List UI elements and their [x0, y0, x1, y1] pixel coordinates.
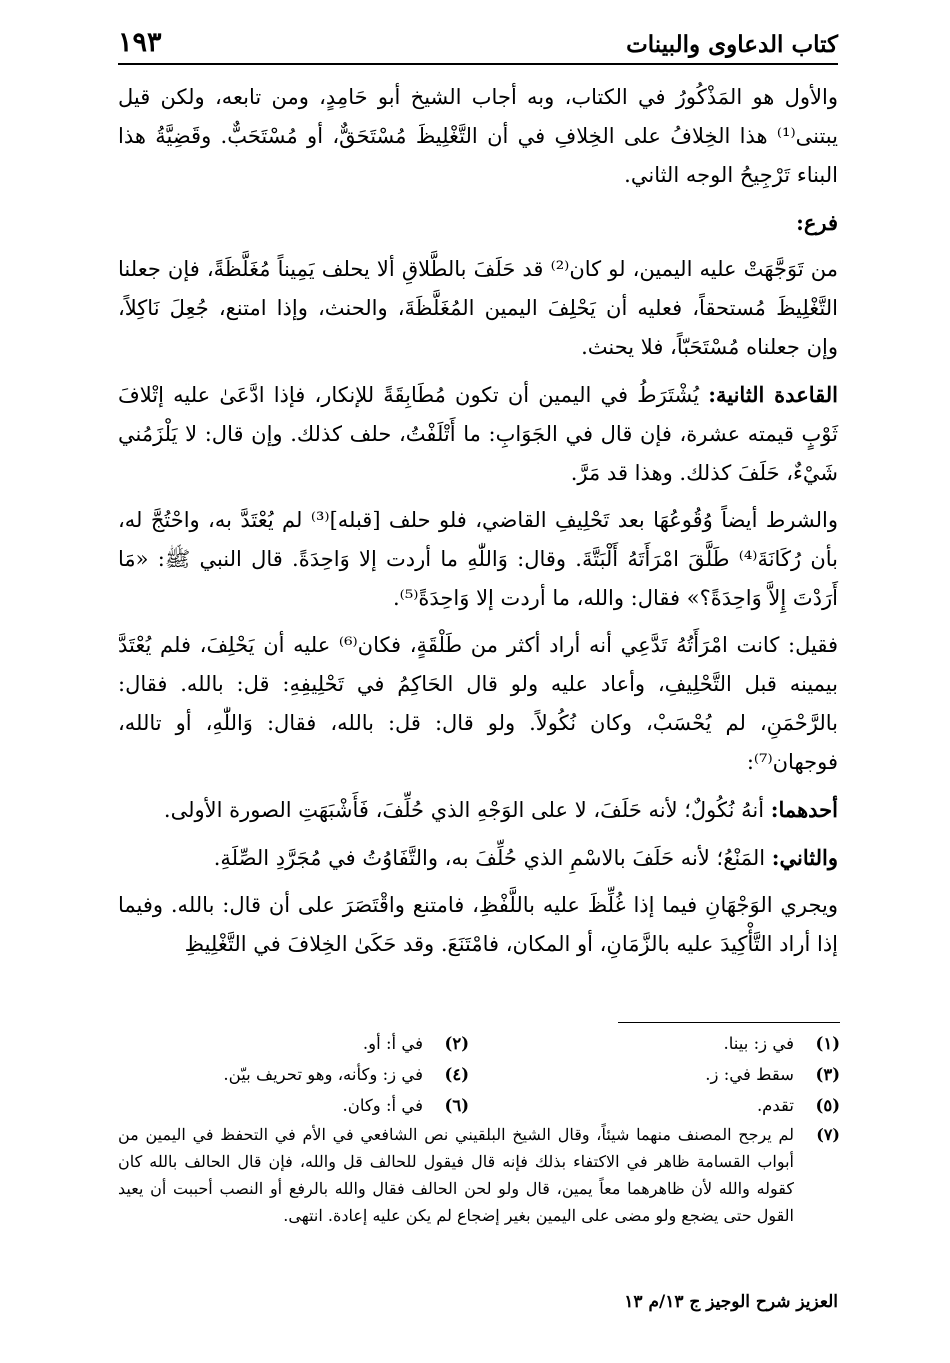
paragraph [118, 790, 838, 830]
paragraph: والشرط أيضاً وُقُوعُهَا بعد تَحْلِيفِ القاضي، فلو حلف [قبله]⁽³⁾ لم يُعْتَدَّ به، واحْتُجَّ له، بأن رُكَانَةَ⁽⁴⁾ طَلَّقَ امْرَأَتَهُ أَلْبَتَّةَ. وقال: وَاللّٰهِ ما أردت إلا وَاحِدَةً. قال النبي ﷺ: «مَا أَرَدْتَ إِلاَّ وَاحِدَةً؟» فقال: والله، ما أردت إلا وَاحِدَةً⁽⁵⁾. [118, 508, 838, 610]
footnote [489, 1028, 840, 1059]
footnote-number: (٥) [815, 1096, 840, 1115]
footnote [118, 1059, 469, 1090]
footnote-text: تقدم. [756, 1096, 794, 1115]
option-label: أحدهما: [770, 797, 838, 822]
footnote-number: (٧) [816, 1125, 840, 1144]
footnote-number: (٣) [815, 1065, 840, 1084]
footnote-rule [618, 1022, 840, 1023]
footnote-text: لم يرجح المصنف منهما شيئاً، وقال الشيخ البلقيني نص الشافعي في الأم في التحفظ في اليمين من أبواب القسامة ظاهر في الاكتفاء بذلك فإنه قال فيقول للحالف قل والله، فإن قال الحالف بالله كان كقوله والله لأن ظاهرهما معاً يمين، قال ولو لحن الحالف فقال والله بالرفع أو النصب أحببت أن يعيد القول حتى يضجع ولو مضى على اليمين بغير إضجاع لم يكن عليه إعادة. انتهى. [118, 1125, 794, 1225]
paragraph: فقيل: كانت امْرَأَتُهُ تَدَّعِي أنه أراد أكثر من طَلْقَةٍ، فكان⁽⁶⁾ عليه أن يَحْلِفَ، فلم يُعْتَدَّ بيمينه قبل التَّحْلِيفِ، وأعاد عليه ولو قال الحَاكِمُ في تَحْلِيفِهِ: قل: بالله. فقال: بالرَّحْمَنِ، لم يُحْسَبْ، وكان نُكُولاً. ولو قال: قل: بالله، فقال: وَاللّٰهِ، أو تالله، فوجهان⁽⁷⁾: [118, 633, 838, 774]
footnote-text: في أ: وكان. [342, 1096, 423, 1115]
chapter-title: كتاب الدعاوى والبينات [626, 31, 838, 58]
footnote-long [118, 1121, 840, 1229]
paragraph: من تَوَجَّهَتْ عليه اليمين، لو كان⁽²⁾ قد حَلَفَ بالطَّلاقِ ألا يحلف يَمِيناً مُغَلَّظَةً، فإن جعلنا التَّغْلِيظَ مُستحقاً، فعليه أن يَحْلِفَ اليمين المُغَلَّظَةَ، والحنث، وإذا امتنع، جُعِلَ نَاكِلاً، وإن جعلناه مُسْتَحَبّاً، فلا يحنث. [118, 257, 838, 359]
main-text [118, 78, 838, 972]
paragraph [118, 838, 838, 878]
footnote-number: (٢) [444, 1034, 469, 1053]
footnote-number: (٤) [444, 1065, 469, 1084]
paragraph-text: يُشْتَرَطُ في اليمين أن تكون مُطَابِقَةً للإنكار، فإذا ادَّعَىٰ عليه إتْلافَ ثَوْبٍ قيمته عشرة، فإن قال في الجَوَابِ: ما أَتْلَفْتُ، حلف كذلك. وإن قال: لا يَلْزَمُني شَيْءٌ، حَلَفَ كذلك. وهذا قد مَرَّ. [118, 383, 838, 485]
rule-heading: القاعدة الثانية: [708, 382, 838, 407]
footnote-grid [118, 1028, 840, 1121]
paragraph: والأول هو المَذْكُورُ في الكتاب، وبه أجاب الشيخ أبو حَامِدٍ، ومن تابعه، ولكن قيل يبتنى⁽¹⁾ هذا الخِلافُ على الخِلافِ في أن التَّغْلِيظَ مُسْتَحَقٌّ، أو مُسْتَحَبٌّ. وقَضِيَّةُ هذا البناء تَرْجِيحُ الوجه الثاني. [118, 85, 838, 187]
paragraph [118, 375, 838, 493]
paragraph-text: أنهُ نُكُولٌ؛ لأنه حَلَفَ، لا على الوَجْهِ الذي حُلِّفَ، فَأَشْبَهَتِ الصورة الأولى. [163, 798, 765, 822]
option-label: والثاني: [771, 845, 838, 870]
footnote-text: في ز: وكأنه، وهو تحريف بيّن. [223, 1065, 423, 1084]
paragraph-text: المَنْعُ؛ لأنه حَلَفَ بالاسْمِ الذي حُلِّفَ به، والتَّفَاوُتُ في مُجَرَّدِ الصِّلَةِ. [213, 846, 766, 870]
paragraph: ويجري الوَجْهَانِ فيما إذا غُلِّظَ عليه باللَّفْظِ، فامتنع واقْتَصَرَ على أن قال: بالله. وفيما إذا أراد التَّأْكِيدَ عليه بالزَّمَانِ، أو المكان، فامْتَنَعَ. وقد حَكَىٰ الخِلافَ في التَّغْلِيظِ [118, 893, 838, 956]
footnote-text: في ز: بينا. [723, 1034, 794, 1053]
book-signature: العزيز شرح الوجيز ج ١٣/م ١٣ [624, 1292, 838, 1312]
footnote [489, 1090, 840, 1121]
footnotes [118, 1028, 840, 1229]
footnote-text: سقط في: ز. [705, 1065, 794, 1084]
footnote [118, 1028, 469, 1059]
footnote-number: (٦) [444, 1096, 469, 1115]
header-rule [118, 63, 838, 65]
footnote-text: في أ: أو. [362, 1034, 423, 1053]
footnote [118, 1090, 469, 1121]
footnote [489, 1059, 840, 1090]
running-header [118, 18, 838, 58]
page-number: ١٩٣ [118, 27, 162, 58]
footnote-number: (١) [815, 1034, 840, 1053]
section-heading: فرع: [796, 210, 838, 235]
